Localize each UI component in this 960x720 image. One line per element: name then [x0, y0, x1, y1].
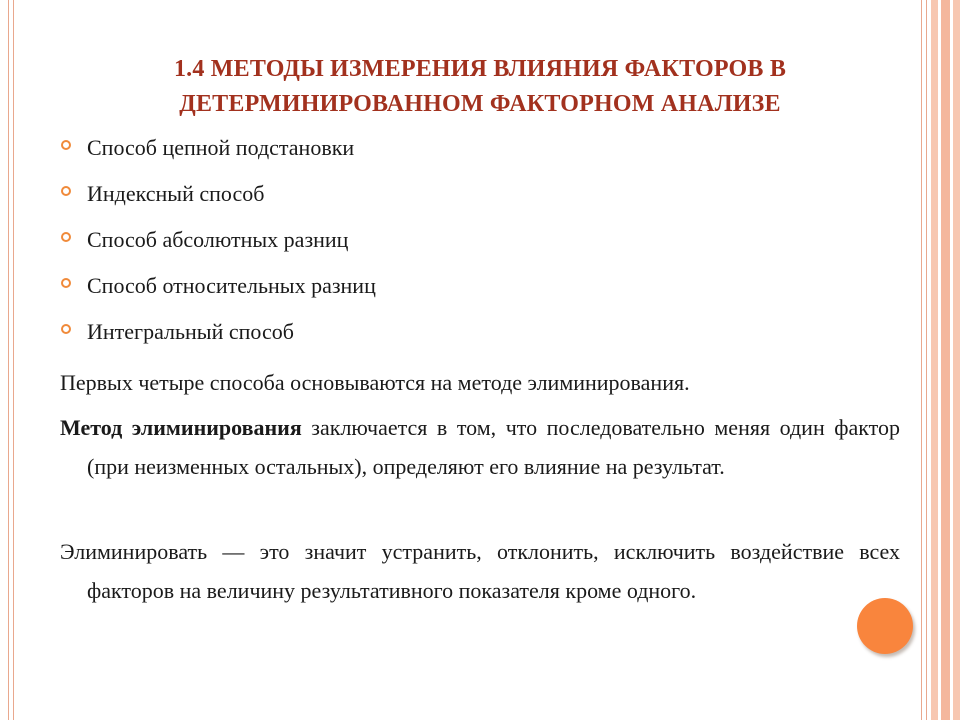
frame-line-left-inner [13, 0, 14, 720]
list-item [60, 312, 900, 358]
decor-stripe [931, 0, 938, 720]
list-item-text: Индексный способ [87, 181, 265, 206]
paragraph-elimination-definition: Элиминировать — это значит устранить, отклонить, исключить воздействие всех факторов на величину результативного показателя кроме одного. [60, 539, 900, 603]
list-item-text: Интегральный способ [87, 319, 294, 344]
paragraph-elimination-method [60, 408, 900, 486]
bullet-ring-icon [61, 324, 71, 334]
paragraph-elimination-intro: Первых четыре способа основываются на методе элиминирования. [60, 370, 690, 395]
slide-title: 1.4 МЕТОДЫ ИЗМЕРЕНИЯ ВЛИЯНИЯ ФАКТОРОВ В ДЕТЕРМИНИРОВАННОМ ФАКТОРНОМ АНАЛИЗЕ [173, 56, 787, 117]
paragraph-text: заключается в том, что последовательно меняя один фактор (при неизменных остальных), определяют его влияние на результат. [87, 415, 901, 479]
list-item [60, 174, 900, 220]
list-item [60, 128, 900, 174]
list-item [60, 220, 900, 266]
bullet-ring-icon [61, 232, 71, 242]
decor-circle [857, 598, 913, 654]
decor-stripe [941, 0, 950, 720]
bullet-ring-icon [61, 140, 71, 150]
list-item-text: Способ цепной подстановки [87, 135, 355, 160]
bullet-ring-icon [61, 186, 71, 196]
methods-list [60, 128, 900, 358]
frame-line-right [926, 0, 927, 720]
bullet-ring-icon [61, 278, 71, 288]
decor-stripe [953, 0, 960, 720]
term-elimination-method: Метод элиминирования [60, 415, 302, 440]
frame-line-right-inner [921, 0, 922, 720]
list-item-text: Способ относительных разниц [87, 273, 376, 298]
list-item [60, 266, 900, 312]
list-item-text: Способ абсолютных разниц [87, 227, 349, 252]
frame-line-left [8, 0, 9, 720]
